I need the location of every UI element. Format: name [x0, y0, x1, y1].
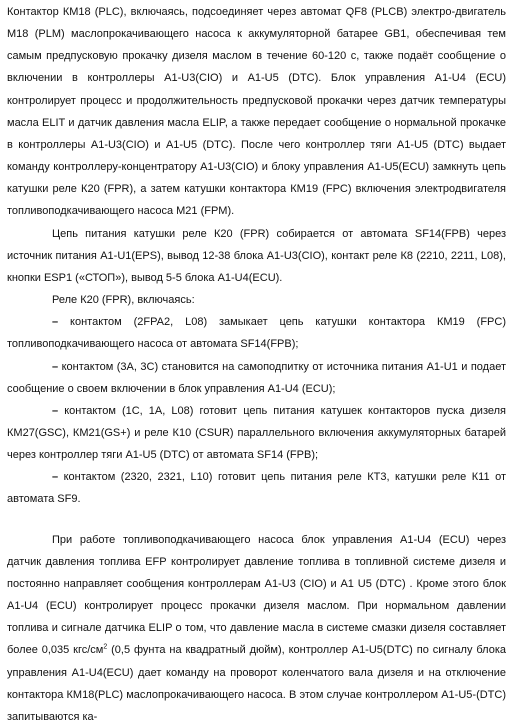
- list-item: – контактом (3А, 3С) становится на самоподпитку от источника питания А1-U1 и подает сообщение о своем включении в блок управления А1-U4 (ECU);: [7, 360, 506, 395]
- list-item: – контактом (2FPA2, L08) замыкает цепь катушки контактора КМ19 (FPC) топливоподкачивающего насоса от автомата SF14(FPB);: [7, 316, 506, 351]
- dash-marker: –: [52, 360, 59, 373]
- dash-marker: –: [52, 471, 59, 484]
- paragraph-plc-contactor: Контактор КМ18 (PLC), включаясь, подсоединяет через автомат QF8 (PLCB) электро-двигатель М18 (PLM) маслопрокачивающего насоса к аккумуляторной батарее GB1, обеспечивая тем самым предпусковую прокачку дизеля маслом в течение 60-120 с, также подаёт сообщение о включении в контроллеры А1-U3(CIO) и А1-U5 (DTC). Блок управления А1-U4 (ECU) контролирует процесс и продолжительность предпусковой прокачки через датчик температуры масла ELIT и датчик давления масла ELIP, а также передает сообщение о нормальной прокачке в контроллеры А1-U3(CIO) и А1-U5 (DTC). После чего контроллер тяги А1-U5 (DTC) выдает команду контроллеру-концентратору А1-U3(CIO) и блоку управления А1-U5(ECU) замкнуть цепь катушки реле К20 (FPR), а затем катушки контактора КМ19 (FPC) включения электродвигателя топливоподкачивающего насоса М21 (FPM).: [7, 6, 506, 218]
- paragraph-fpr-circuit: Цепь питания катушки реле К20 (FPR) собирается от автомата SF14(FPB) через источник питания А1-U1(EPS), вывод 12-38 блока А1-U3(CIO), контакт реле К8 (2210, 2211, L08), кнопки ESP1 («СТОП»), вывод 5-5 блока А1-U4(ECU).: [7, 227, 506, 284]
- list-item: – контактом (2320, 2321, L10) готовит цепь питания реле КТ3, катушки реле К11 от автомата SF9.: [7, 471, 506, 506]
- dash-marker: –: [52, 404, 59, 417]
- list-item: – контактом (1С, 1А, L08) готовит цепь питания катушек контакторов пуска дизеля КМ27(GSC), КМ21(GS+) и реле К10 (CSUR) параллельного включения аккумуляторных батарей через контроллер тяги А1-U5 (DTC) от автомата SF14 (FPB);: [7, 404, 507, 462]
- superscript: 2: [103, 643, 108, 651]
- paragraph-fuel-pump-operation: При работе топливоподкачивающего насоса блок управления А1-U4 (ECU) через датчик давления топлива EFP контролирует давление топлива в топливной системе дизеля и постоянно направляет сообщения контроллерам А1-U3 (CIO) и А1 U5 (DTC) . Кроме этого блок А1-U4 (ECU) контролирует процесс прокачки дизеля маслом. При нормальном давлении топлива и сигнале датчика ELIP о том, что давление масла в системе смазки дизеля составляет более 0,035 кгс/$см^2$ (0,5 фунта на квадратный дюйм), контроллер А1-U5(DTC) по сигналу блока управления А1-U4(ECU) дает команду на проворот коленчатого вала дизеля и на отключение контактора КМ18(PLC) маслопрокачивающего насоса. В этом случае контроллером А1-U5-(DTC) запитываются ка-: [7, 533, 506, 723]
- dash-marker: –: [52, 316, 59, 329]
- paragraph-fpr-intro: Реле К20 (FPR), включаясь:: [52, 294, 195, 307]
